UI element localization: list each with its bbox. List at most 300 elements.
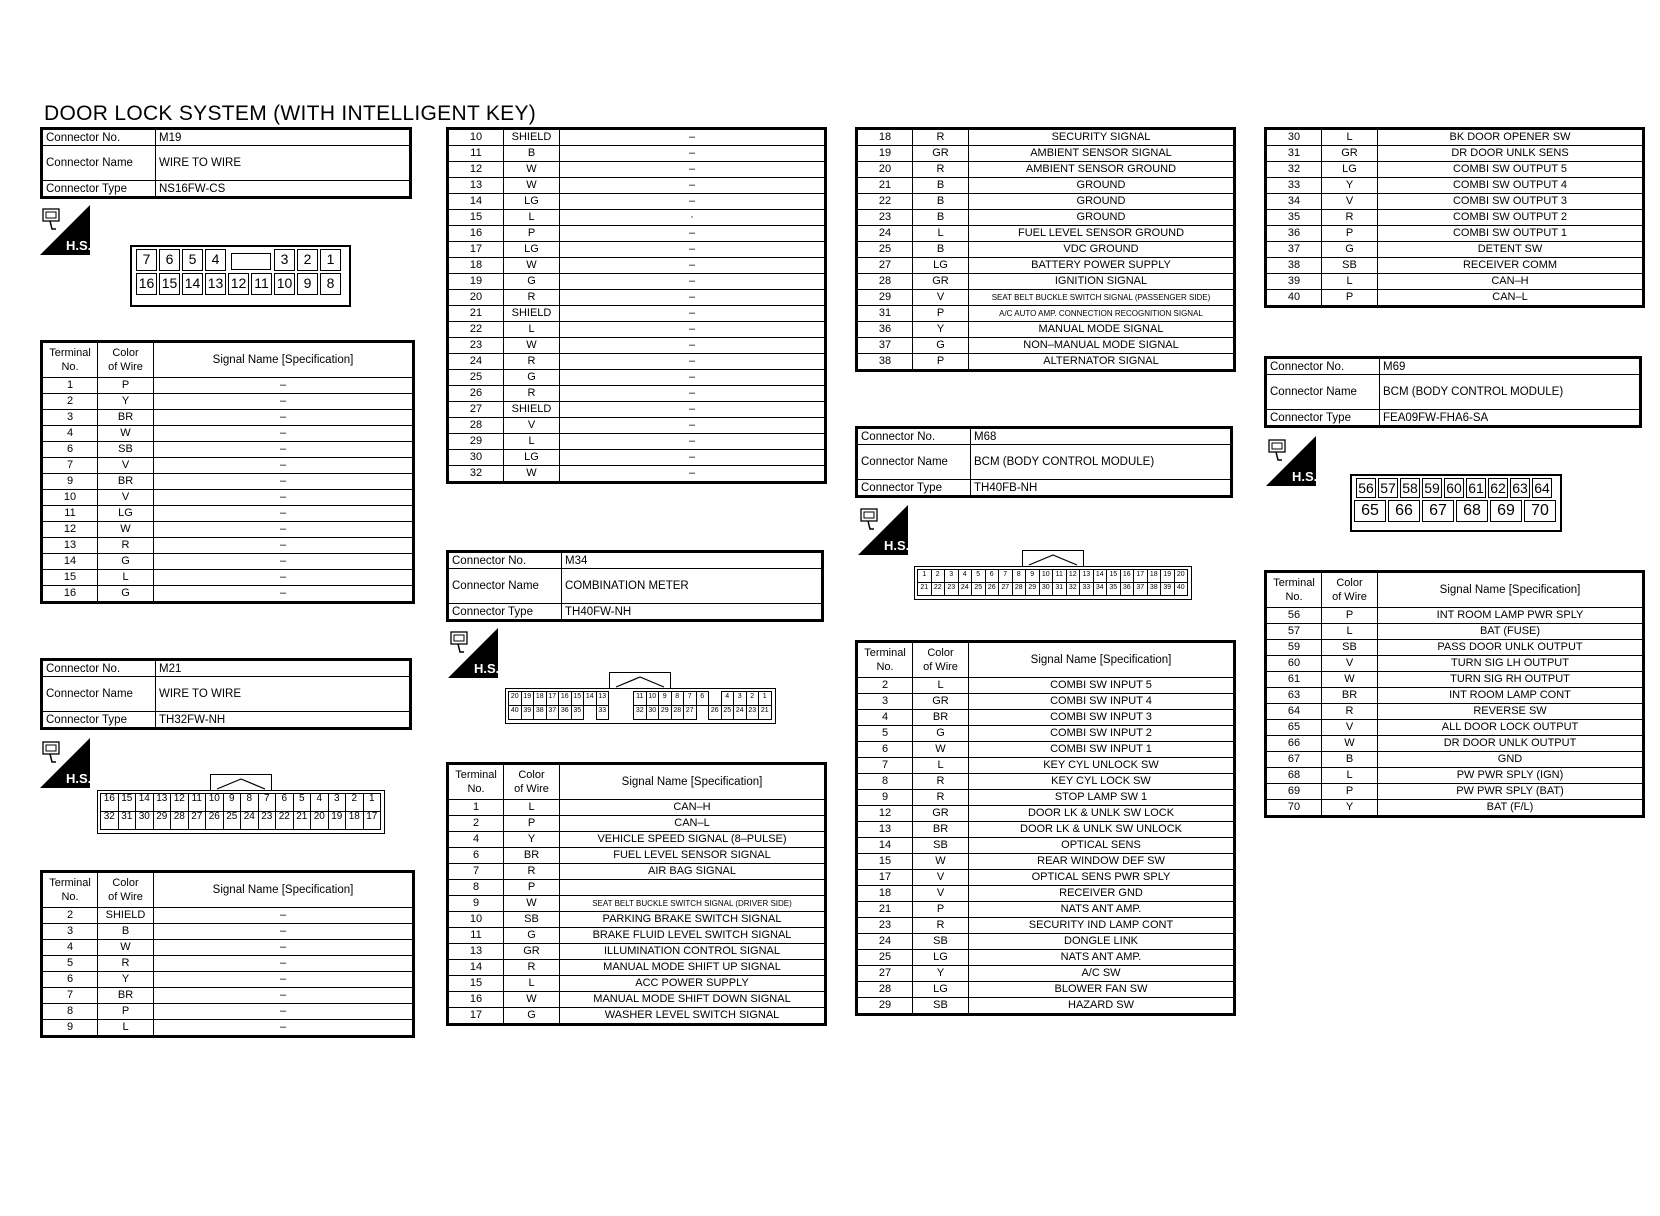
connector-latch <box>609 672 671 689</box>
table-row <box>857 854 1235 870</box>
harness-side-icon <box>40 738 90 788</box>
signal-cell: MANUAL MODE SHIFT DOWN SIGNAL <box>560 992 826 1008</box>
m68-terminal-table-b <box>1264 127 1645 308</box>
connector-pin: 3 <box>733 691 747 706</box>
terminal-cell: 34 <box>1266 194 1322 210</box>
table-row <box>1266 672 1644 688</box>
signal-cell: BRAKE FLUID LEVEL SWITCH SIGNAL <box>560 928 826 944</box>
wire-color-cell: B <box>913 178 969 194</box>
wire-color-cell: W <box>98 522 154 538</box>
table-row <box>448 816 826 832</box>
terminal-cell: 69 <box>1266 784 1322 800</box>
terminal-cell: 2 <box>42 908 98 924</box>
terminal-cell: 3 <box>42 410 98 426</box>
terminal-cell: 4 <box>42 940 98 956</box>
connector-pin: 26 <box>708 705 722 720</box>
wire-color-cell: G <box>504 370 560 386</box>
table-row <box>42 506 414 522</box>
wire-color-cell: LG <box>913 982 969 998</box>
terminal-cell: 28 <box>448 418 504 434</box>
signal-cell: CAN–L <box>560 816 826 832</box>
terminal-cell: 14 <box>857 838 913 854</box>
terminal-cell: 8 <box>42 1004 98 1020</box>
header-sig: Signal Name [Specification] <box>154 342 414 378</box>
table-row <box>42 394 414 410</box>
connector-pin: 16 <box>136 273 157 295</box>
signal-cell: AMBIENT SENSOR SIGNAL <box>969 146 1235 162</box>
wire-color-cell: L <box>1322 274 1378 290</box>
signal-cell: DONGLE LINK <box>969 934 1235 950</box>
table-row <box>1266 210 1644 226</box>
wire-color-cell: W <box>504 466 560 483</box>
terminal-cell: 65 <box>1266 720 1322 736</box>
signal-cell: RECEIVER GND <box>969 886 1235 902</box>
signal-cell: PW PWR SPLY (BAT) <box>1378 784 1644 800</box>
page-title: DOOR LOCK SYSTEM (WITH INTELLIGENT KEY) <box>44 102 537 125</box>
terminal-cell: 29 <box>857 998 913 1015</box>
table-row <box>1266 274 1644 290</box>
wire-color-cell: P <box>504 816 560 832</box>
signal-cell: ALL DOOR LOCK OUTPUT <box>1378 720 1644 736</box>
table-row <box>42 570 414 586</box>
table-row <box>857 838 1235 854</box>
table-row <box>857 274 1235 290</box>
connector-pin: 12 <box>228 273 249 295</box>
harness-side-icon <box>40 205 90 255</box>
connector-pin: 14 <box>135 793 154 812</box>
terminal-cell: 9 <box>42 1020 98 1037</box>
signal-cell: – <box>154 586 414 603</box>
connector-pin: 7 <box>683 691 697 706</box>
terminal-cell: 10 <box>42 490 98 506</box>
terminal-cell: 5 <box>42 956 98 972</box>
connector-pin: 29 <box>1025 582 1040 596</box>
terminal-cell: 27 <box>448 402 504 418</box>
header-term: Terminal No. <box>448 764 504 800</box>
signal-cell: – <box>154 554 414 570</box>
signal-cell: TURN SIG LH OUTPUT <box>1378 656 1644 672</box>
table-row <box>857 790 1235 806</box>
wire-color-cell: LG <box>913 258 969 274</box>
header-sig: Signal Name [Specification] <box>154 872 414 908</box>
connector-pin: 6 <box>159 249 180 271</box>
wire-color-cell: GR <box>913 274 969 290</box>
wire-color-cell: W <box>1322 736 1378 752</box>
connector-pin: 58 <box>1400 478 1420 498</box>
signal-cell: – <box>154 394 414 410</box>
connector-pin: 20 <box>1174 569 1189 583</box>
terminal-cell: 6 <box>42 442 98 458</box>
wire-color-cell: LG <box>504 450 560 466</box>
wire-color-cell: BR <box>504 848 560 864</box>
connector-key <box>231 253 271 270</box>
signal-cell: INT ROOM LAMP CONT <box>1378 688 1644 704</box>
connector-pin: 5 <box>971 569 986 583</box>
wire-color-cell: P <box>1322 608 1378 624</box>
signal-cell: – <box>560 226 826 242</box>
connector-latch <box>210 774 272 791</box>
terminal-cell: 68 <box>1266 768 1322 784</box>
connector-m34-info-value: M34 <box>562 552 823 569</box>
signal-cell: DR DOOR UNLK SENS <box>1378 146 1644 162</box>
terminal-cell: 39 <box>1266 274 1322 290</box>
signal-cell: WASHER LEVEL SWITCH SIGNAL <box>560 1008 826 1025</box>
terminal-cell: 17 <box>857 870 913 886</box>
signal-cell: – <box>154 378 414 394</box>
wire-color-cell: R <box>1322 210 1378 226</box>
connector-pin: 35 <box>571 705 585 720</box>
wire-color-cell: P <box>913 306 969 322</box>
table-row <box>42 458 414 474</box>
terminal-cell: 32 <box>448 466 504 483</box>
connector-pin: 69 <box>1490 500 1522 522</box>
connector-pin: 11 <box>251 273 272 295</box>
connector-pin: 16 <box>1120 569 1135 583</box>
signal-cell: KEY CYL UNLOCK SW <box>969 758 1235 774</box>
signal-cell: NATS ANT AMP. <box>969 902 1235 918</box>
table-row <box>1266 704 1644 720</box>
m34-terminal-table-b <box>855 127 1236 372</box>
wire-color-cell: R <box>504 354 560 370</box>
header-term: Terminal No. <box>857 642 913 678</box>
table-row <box>857 726 1235 742</box>
connector-pin: 17 <box>1133 569 1148 583</box>
table-row <box>448 178 826 194</box>
signal-cell: COMBI SW OUTPUT 5 <box>1378 162 1644 178</box>
table-row <box>857 870 1235 886</box>
signal-cell: CAN–H <box>1378 274 1644 290</box>
table-row <box>1266 290 1644 307</box>
signal-cell: IGNITION SIGNAL <box>969 274 1235 290</box>
terminal-cell: 59 <box>1266 640 1322 656</box>
wire-color-cell: R <box>913 790 969 806</box>
signal-cell: MANUAL MODE SIGNAL <box>969 322 1235 338</box>
terminal-cell: 15 <box>448 210 504 226</box>
connector-pin: 24 <box>958 582 973 596</box>
signal-cell: DETENT SW <box>1378 242 1644 258</box>
terminal-cell: 15 <box>42 570 98 586</box>
table-row <box>448 992 826 1008</box>
terminal-cell: 29 <box>448 434 504 450</box>
signal-cell: COMBI SW OUTPUT 1 <box>1378 226 1644 242</box>
table-row <box>448 274 826 290</box>
wire-color-cell: V <box>1322 720 1378 736</box>
terminal-cell: 31 <box>857 306 913 322</box>
header-term: Terminal No. <box>1266 572 1322 608</box>
wire-color-cell: G <box>1322 242 1378 258</box>
terminal-cell: 4 <box>42 426 98 442</box>
connector-pin: 12 <box>1066 569 1081 583</box>
connector-pin: 1 <box>917 569 932 583</box>
wire-color-cell: W <box>98 426 154 442</box>
signal-cell: – <box>154 570 414 586</box>
svg-text:H.S.: H.S. <box>66 771 90 786</box>
wire-color-cell: L <box>504 322 560 338</box>
wire-color-cell: GR <box>1322 146 1378 162</box>
svg-text:H.S.: H.S. <box>474 661 498 676</box>
connector-pin: 36 <box>558 705 572 720</box>
terminal-cell: 13 <box>448 178 504 194</box>
connector-m21-info-value: WIRE TO WIRE <box>156 677 411 712</box>
connector-pin: 35 <box>1106 582 1121 596</box>
connector-pin: 2 <box>297 249 318 271</box>
signal-cell: – <box>560 178 826 194</box>
connector-pin: 4 <box>205 249 226 271</box>
signal-cell: TURN SIG RH OUTPUT <box>1378 672 1644 688</box>
connector-pin: 4 <box>958 569 973 583</box>
table-row <box>857 194 1235 210</box>
connector-pin: 38 <box>533 705 547 720</box>
connector-pin: 11 <box>1052 569 1067 583</box>
signal-cell: RECEIVER COMM <box>1378 258 1644 274</box>
connector-pin: 9 <box>297 273 318 295</box>
table-row <box>42 554 414 570</box>
wire-color-cell: L <box>913 758 969 774</box>
wire-color-cell: Y <box>98 394 154 410</box>
wire-color-cell: P <box>98 378 154 394</box>
connector-pin: 26 <box>985 582 1000 596</box>
connector-pin: 8 <box>240 793 259 812</box>
wire-color-cell: L <box>913 226 969 242</box>
connector-m69-info-label: Connector No. <box>1266 358 1380 375</box>
connector-pin: 39 <box>521 705 535 720</box>
connector-pin: 8 <box>1012 569 1027 583</box>
connector-pin: 70 <box>1524 500 1556 522</box>
connector-pin: 13 <box>596 691 610 706</box>
table-row <box>1266 736 1644 752</box>
table-row <box>857 694 1235 710</box>
connector-pin: 7 <box>136 249 157 271</box>
terminal-cell: 18 <box>857 129 913 146</box>
signal-cell: – <box>560 466 826 483</box>
header-col: Color of Wire <box>504 764 560 800</box>
signal-cell: COMBI SW INPUT 3 <box>969 710 1235 726</box>
wire-color-cell: B <box>98 924 154 940</box>
table-row <box>857 886 1235 902</box>
connector-pin: 66 <box>1388 500 1420 522</box>
table-row <box>1266 162 1644 178</box>
signal-cell: – <box>560 306 826 322</box>
table-row <box>857 338 1235 354</box>
m19-terminal-table <box>40 340 415 604</box>
connector-m19-info-value: NS16FW-CS <box>156 181 411 198</box>
terminal-cell: 36 <box>857 322 913 338</box>
connector-pin: 19 <box>328 811 347 830</box>
signal-cell: – <box>154 458 414 474</box>
connector-m68-info-label: Connector No. <box>857 428 971 445</box>
connector-pin: 5 <box>293 793 312 812</box>
connector-pin <box>621 691 633 704</box>
terminal-cell: 13 <box>857 822 913 838</box>
connector-pin: 68 <box>1456 500 1488 522</box>
terminal-cell: 11 <box>448 928 504 944</box>
table-row <box>42 490 414 506</box>
connector-m19-info-value: M19 <box>156 129 411 146</box>
connector-pin: 56 <box>1356 478 1376 498</box>
wire-color-cell: Y <box>913 966 969 982</box>
connector-pin: 28 <box>1012 582 1027 596</box>
wire-color-cell: W <box>504 896 560 912</box>
signal-cell: SECURITY SIGNAL <box>969 129 1235 146</box>
table-row <box>857 982 1235 998</box>
wire-color-cell: LG <box>504 242 560 258</box>
signal-cell: – <box>154 474 414 490</box>
table-row <box>857 902 1235 918</box>
table-row <box>1266 640 1644 656</box>
connector-pin <box>608 691 620 704</box>
wire-color-cell: L <box>504 434 560 450</box>
connector-m68-info-label: Connector Name <box>857 445 971 480</box>
connector-pin: 11 <box>188 793 207 812</box>
table-row <box>448 210 826 226</box>
connector-pin: 10 <box>646 691 660 706</box>
table-row <box>448 322 826 338</box>
wire-color-cell: R <box>913 918 969 934</box>
connector-pin: 1 <box>758 691 772 706</box>
connector-m68-info-value: M68 <box>971 428 1232 445</box>
connector-pin: 24 <box>733 705 747 720</box>
connector-pin: 25 <box>971 582 986 596</box>
table-row <box>448 434 826 450</box>
table-row <box>857 806 1235 822</box>
header-col: Color of Wire <box>913 642 969 678</box>
signal-cell: BLOWER FAN SW <box>969 982 1235 998</box>
signal-cell: DR DOOR UNLK OUTPUT <box>1378 736 1644 752</box>
terminal-cell: 8 <box>857 774 913 790</box>
wire-color-cell: G <box>504 928 560 944</box>
wire-color-cell: R <box>504 386 560 402</box>
connector-pin: 22 <box>931 582 946 596</box>
connector-pin: 19 <box>521 691 535 706</box>
connector-pin: 7 <box>258 793 277 812</box>
connector-m21-info-label: Connector Type <box>42 712 156 729</box>
wire-color-cell: B <box>913 194 969 210</box>
terminal-cell: 10 <box>448 912 504 928</box>
connector-pin <box>696 705 708 718</box>
signal-cell: COMBI SW INPUT 5 <box>969 678 1235 694</box>
table-row <box>42 1004 414 1020</box>
table-row <box>42 474 414 490</box>
wire-color-cell: GR <box>913 806 969 822</box>
m21-terminal-table-a <box>40 870 415 1038</box>
signal-cell: ILLUMINATION CONTROL SIGNAL <box>560 944 826 960</box>
terminal-cell: 3 <box>42 924 98 940</box>
terminal-cell: 57 <box>1266 624 1322 640</box>
table-row <box>857 742 1235 758</box>
wire-color-cell: W <box>504 338 560 354</box>
signal-cell: – <box>154 924 414 940</box>
wire-color-cell: SB <box>98 442 154 458</box>
connector-pin: 23 <box>746 705 760 720</box>
table-row <box>1266 129 1644 146</box>
signal-cell: REAR WINDOW DEF SW <box>969 854 1235 870</box>
terminal-cell: 6 <box>448 848 504 864</box>
wire-color-cell: W <box>504 178 560 194</box>
wire-color-cell: L <box>1322 129 1378 146</box>
terminal-cell: 23 <box>857 210 913 226</box>
signal-cell: COMBI SW OUTPUT 4 <box>1378 178 1644 194</box>
m34-terminal-table-a <box>446 762 827 1026</box>
connector-pin: 15 <box>1106 569 1121 583</box>
connector-pin: 18 <box>1147 569 1162 583</box>
table-row <box>448 800 826 816</box>
connector-pin: 4 <box>721 691 735 706</box>
table-row <box>448 194 826 210</box>
table-row <box>448 832 826 848</box>
signal-cell: – <box>560 242 826 258</box>
connector-m21-info-label: Connector Name <box>42 677 156 712</box>
terminal-cell: 17 <box>448 1008 504 1025</box>
connector-pin <box>583 705 595 718</box>
table-row <box>448 960 826 976</box>
table-row <box>42 988 414 1004</box>
table-row <box>1266 768 1644 784</box>
table-row <box>857 774 1235 790</box>
signal-cell: – <box>154 908 414 924</box>
wire-color-cell: B <box>913 210 969 226</box>
table-row <box>1266 720 1644 736</box>
connector-pin: 25 <box>721 705 735 720</box>
signal-cell: FUEL LEVEL SENSOR GROUND <box>969 226 1235 242</box>
terminal-cell: 23 <box>857 918 913 934</box>
connector-pin: 6 <box>696 691 710 706</box>
svg-text:H.S.: H.S. <box>884 538 908 553</box>
wire-color-cell: R <box>913 129 969 146</box>
signal-cell: – <box>560 386 826 402</box>
terminal-cell: 38 <box>857 354 913 371</box>
connector-pin: 5 <box>182 249 203 271</box>
terminal-cell: 61 <box>1266 672 1322 688</box>
table-row <box>448 928 826 944</box>
terminal-cell: 6 <box>42 972 98 988</box>
table-row <box>448 306 826 322</box>
connector-pin: 6 <box>985 569 1000 583</box>
table-row <box>1266 194 1644 210</box>
connector-m69-info-value: M69 <box>1380 358 1641 375</box>
table-row <box>857 918 1235 934</box>
terminal-cell: 35 <box>1266 210 1322 226</box>
terminal-cell: 9 <box>857 790 913 806</box>
terminal-cell: 28 <box>857 982 913 998</box>
signal-cell: REVERSE SW <box>1378 704 1644 720</box>
connector-pin: 2 <box>931 569 946 583</box>
connector-m21-info-value: TH32FW-NH <box>156 712 411 729</box>
terminal-cell: 31 <box>1266 146 1322 162</box>
connector-m34-info-label: Connector Name <box>448 569 562 604</box>
wire-color-cell: Y <box>1322 178 1378 194</box>
wire-color-cell: V <box>913 886 969 902</box>
wire-color-cell: GR <box>913 694 969 710</box>
wire-color-cell: GR <box>913 146 969 162</box>
connector-m68-info-value: BCM (BODY CONTROL MODULE) <box>971 445 1232 480</box>
wire-color-cell: L <box>1322 624 1378 640</box>
signal-cell: – <box>560 338 826 354</box>
connector-pin: 61 <box>1466 478 1486 498</box>
table-row <box>42 538 414 554</box>
table-row <box>857 998 1235 1015</box>
connector-m68-info-label: Connector Type <box>857 480 971 497</box>
table-row <box>42 956 414 972</box>
signal-cell: VEHICLE SPEED SIGNAL (8–PULSE) <box>560 832 826 848</box>
wire-color-cell: LG <box>913 950 969 966</box>
harness-side-icon <box>858 505 908 555</box>
table-row <box>857 322 1235 338</box>
connector-pin: 18 <box>345 811 364 830</box>
table-row <box>448 242 826 258</box>
wire-color-cell: L <box>504 210 560 226</box>
terminal-cell: 16 <box>448 992 504 1008</box>
connector-pin: 16 <box>100 793 119 812</box>
